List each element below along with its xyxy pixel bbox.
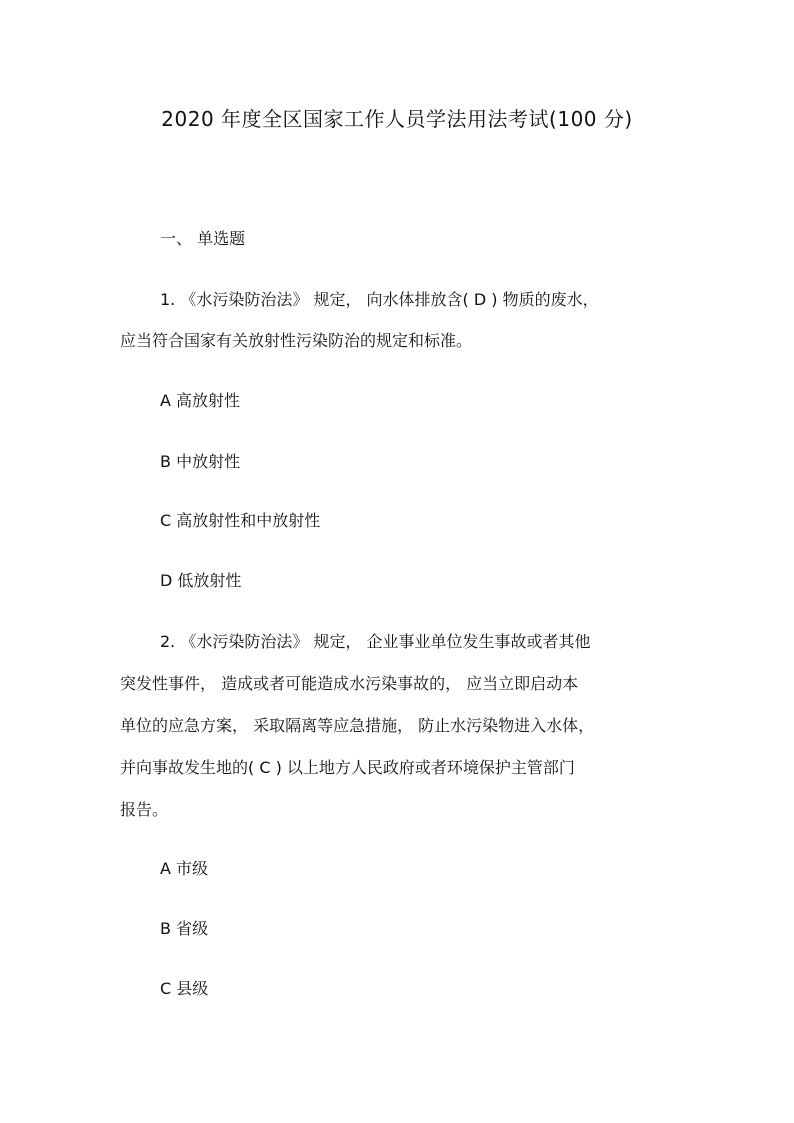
option-c: C 高放射性和中放射性 — [160, 511, 321, 530]
document-title: 2020 年度全区国家工作人员学法用法考试(100 分) — [161, 107, 633, 131]
option-c: C 县级 — [160, 979, 209, 998]
question-text-line: 并向事故发生地的( C ) 以上地方人民政府或者环境保护主管部门 — [120, 758, 575, 777]
option-a: A 市级 — [160, 859, 209, 878]
option-b: B 省级 — [160, 919, 209, 938]
question-text-line: 突发性事件， 造成或者可能造成水污染事故的， 应当立即启动本 — [120, 674, 579, 693]
question-text-line: 1. 《水污染防治法》 规定， 向水体排放含( D ) 物质的废水， — [160, 290, 599, 309]
section-heading: 一、 单选题 — [160, 229, 246, 248]
question-text-line: 应当符合国家有关放射性污染防治的规定和标准。 — [120, 331, 473, 350]
option-d: D 低放射性 — [160, 571, 242, 590]
question-text-line: 2. 《水污染防治法》 规定， 企业事业单位发生事故或者其他 — [160, 632, 591, 651]
question-text-line: 报告。 — [120, 800, 169, 819]
question-text-line: 单位的应急方案， 采取隔离等应急措施， 防止水污染物进入水体， — [120, 716, 595, 735]
option-a: A 高放射性 — [160, 391, 241, 410]
option-b: B 中放射性 — [160, 452, 241, 471]
